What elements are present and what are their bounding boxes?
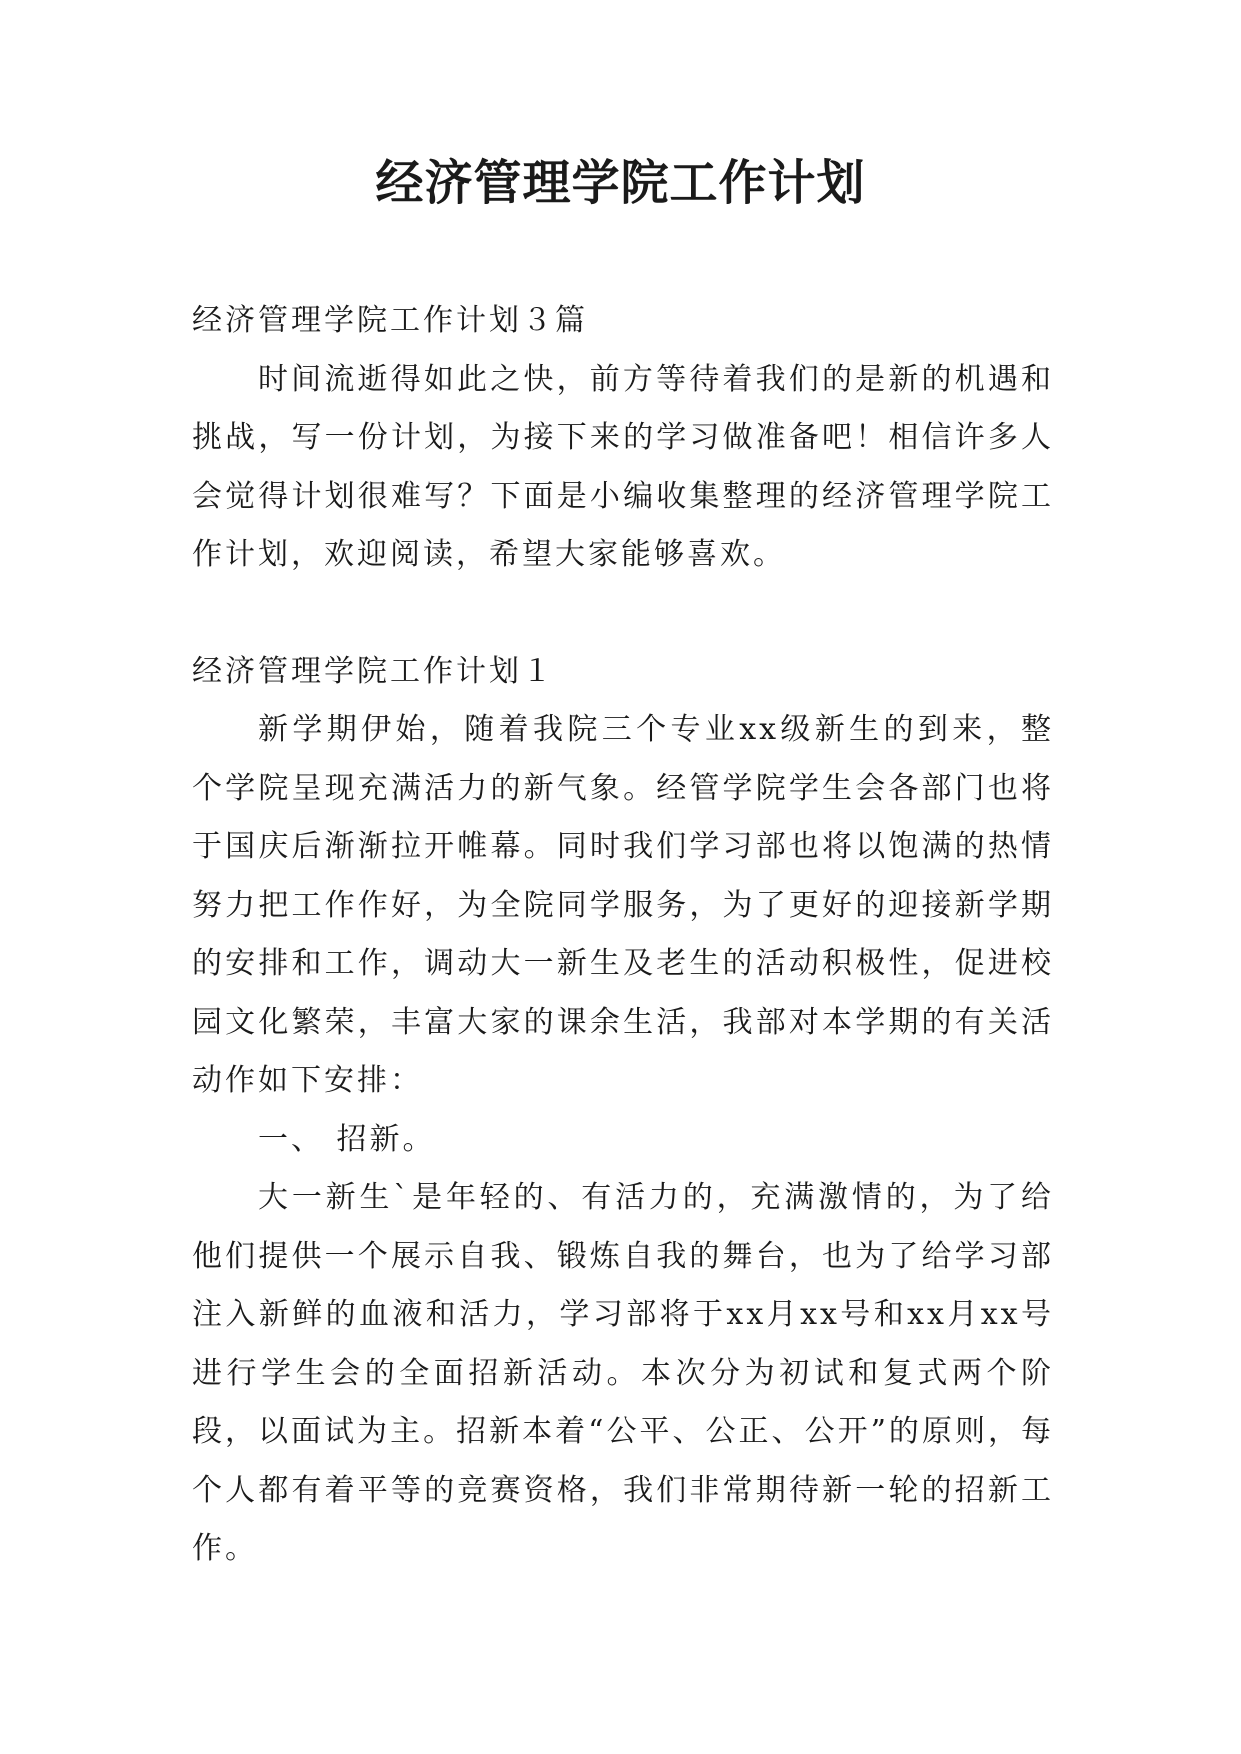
section-heading: 经济管理学院工作计划１ — [192, 653, 555, 689]
document-body — [192, 292, 1054, 1579]
paragraph-gap — [192, 585, 1054, 643]
item-paragraph: 大一新生`是年轻的、有活力的，充满激情的，为了给他们提供一个展示自我、锻炼自我的舞台，也为了给学习部注入新鲜的血液和活力，学习部将于xx月xx号和xx月xx号进行学生会的全面招新活动。本次分为初试和复式两个阶段，以面试为主。招新本着“公平、公正、公开”的原则，每个人都有着平等的竞赛资格，我们非常期待新一轮的招新工作。 — [192, 1180, 1054, 1566]
intro-paragraph: 时间流逝得如此之快，前方等待着我们的是新的机遇和挑战，写一份计划，为接下来的学习做准备吧！相信许多人会觉得计划很难写？下面是小编收集整理的经济管理学院工作计划，欢迎阅读，希望大家能够喜欢。 — [192, 361, 1054, 572]
document-title: 经济管理学院工作计划 — [375, 155, 866, 211]
document-subtitle: 经济管理学院工作计划３篇 — [192, 303, 588, 338]
section-paragraph: 新学期伊始，随着我院三个专业xx级新生的到来，整个学院呈现充满活力的新气象。经管学院学生会各部门也将于国庆后渐渐拉开帷幕。同时我们学习部也将以饱满的热情努力把工作作好，为全院同学服务，为了更好的迎接新学期的安排和工作，调动大一新生及老生的活动积极性，促进校园文化繁荣，丰富大家的课余生活，我部对本学期的有关活动作如下安排： — [192, 712, 1054, 1098]
item-heading: 一、 招新。 — [258, 1121, 436, 1157]
